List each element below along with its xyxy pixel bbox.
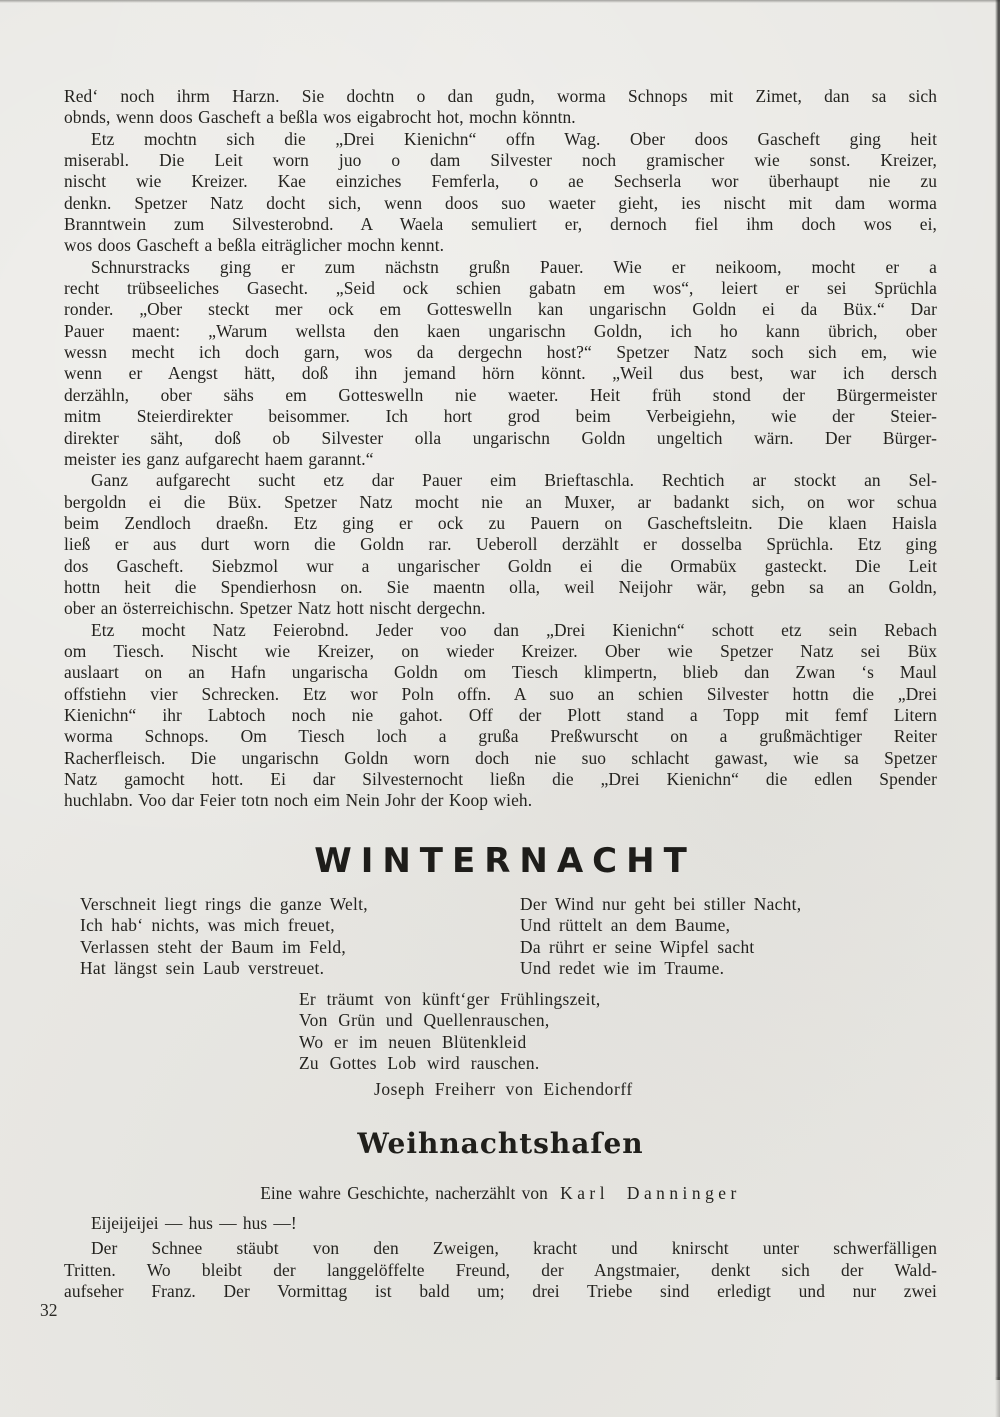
text-line: Hat längst sein Laub verstreuet. [80, 958, 325, 979]
text-line: ober an österreichischn. Spetzer Natz hott nischt dergechn. [64, 598, 486, 619]
text-line: direkter säht, doß ob Silvester olla ungarischn Goldn ungeltich wärn. Der Bürger- [64, 427, 937, 448]
text-line: offstiehn vier Schrecken. Etz wor Poln offn. A suo an schien Silvester hottn die „Drei [64, 683, 937, 704]
text-line: Und redet wie im Traume. [520, 958, 725, 979]
text-line: denkn. Spetzer Natz docht sich, wenn doos suo waeter gieht, ies nischt mit dam worma [64, 192, 937, 213]
text-line: auslaart on an Hafn ungarischa Goldn om Tiesch klimpertn, blieb dan Zwan ‘s Maul [64, 662, 937, 683]
poem-stanza-left [64, 894, 520, 980]
text-line: Und rüttelt an dem Baume, [520, 915, 731, 936]
text-line: mitm Steierdirekter beisommer. Ich hort grod beim Verbeigiehn, wie der Steier- [64, 406, 937, 427]
text-line: Branntwein zum Silvesterobnd. A Waela semuliert er, dernoch fiel ihm doch wos ei, [64, 214, 937, 235]
story2-author: Karl Danninger [560, 1183, 741, 1204]
story-paragraph [64, 86, 937, 129]
story-paragraph [64, 1238, 937, 1302]
text-line: nischt wie Kreizer. Kae einziches Femferla, o ae Sechserla wor überhaupt nie zu [64, 171, 937, 192]
poem-stanzas [64, 894, 937, 980]
text-line: Etz mochtn sich die „Drei Kienichn“ offn Wag. Ober doos Gascheft ging heit [91, 128, 937, 149]
text-line: beim Zendloch draeßn. Etz ging er ock zu Pauern on Gascheftsleitn. Die klaen Haisla [64, 512, 937, 533]
text-line: Tritten. Wo bleibt der langgelöffelte Freund, der Angstmaier, denkt sich der Wald- [64, 1259, 937, 1280]
scan-edge-shadow-right [995, 0, 1000, 1380]
scan-edge-shadow-top [0, 0, 1000, 3]
text-line: Zu Gottes Lob wird rauschen. [299, 1053, 540, 1074]
text-line: Schnurstracks ging er zum nächstn grußn Pauer. Wie er neikoom, mocht er a [91, 256, 937, 277]
text-line: recht trübseeliches Gasecht. „Seid ock schien gabatn em wos“, leiert er sei Sprüchla [64, 278, 937, 299]
text-line: bergoldn ei die Büx. Spetzer Natz mocht nie an Muxer, ar badankt sich, on wor schua [64, 491, 937, 512]
text-line: Da rührt er seine Wipfel sacht [520, 936, 755, 957]
text-line: Wo er im neuen Blütenkleid [299, 1031, 527, 1052]
text-line: Etz mocht Natz Feierobnd. Jeder voo dan „Drei Kienichn“ schott etz sein Rebach [91, 619, 937, 640]
text-line: Der Schnee stäubt von den Zweigen, kracht und knirscht unter schwerfälligen [91, 1238, 937, 1259]
text-line: wos doos Gascheft a beßla eiträglicher mochn kennt. [64, 235, 445, 256]
text-line: aufseher Franz. Der Vormittag ist bald um; drei Triebe sind erledigt und nur zwei [64, 1280, 937, 1301]
text-line: Ich hab‘ nichts, was mich freuet, [80, 915, 335, 936]
poem-title: WINTERNACHT [314, 840, 696, 881]
text-line: Pauer maent: „Warum wellsta den kaen ungarischn Goldn, ich ho kann übrich, ober [64, 320, 937, 341]
text-line: hottn heit die Spendierhosn on. Sie maentn olla, weil Neijohr wär, gebn sa an Goldn, [64, 576, 937, 597]
text-line: Verschneit liegt rings die ganze Welt, [80, 893, 368, 914]
page-content [64, 86, 937, 1302]
text-line: Der Wind nur geht bei stiller Nacht, [520, 893, 802, 914]
text-line: meister ies ganz aufgarecht haem garannt.“ [64, 448, 374, 469]
poem-stanza-center [64, 989, 937, 1075]
text-line: derzähln, ober sähs em Gotteswelln nie waeter. Heit früh stond der Bürgermeister [64, 384, 937, 405]
text-line: Racherfleisch. Die ungarischn Goldn worn doch nie suo schlacht gawast, wie sa Spetzer [64, 747, 937, 768]
text-line: Verlassen steht der Baum im Feld, [80, 936, 346, 957]
story2-exclamation: Eijeijeijei — hus — hus —! [91, 1212, 297, 1233]
text-line: om Tiesch. Nischt wie Kreizer, on wieder Kreizer. Ober wie Spetzer Natz sei Büx [64, 640, 937, 661]
story-paragraph [64, 470, 937, 619]
text-line: Red‘ noch ihrm Harzn. Sie dochtn o dan gudn, worma Schnops mit Zimet, dan sa sich [64, 86, 937, 106]
text-line: dos Gascheft. Siebzmol wur a ungarischer Goldn ei die Ormabüx gasteckt. Die Leit [64, 555, 937, 576]
story-paragraph [64, 129, 937, 257]
text-line: huchlabn. Voo dar Feier totn noch eim Nein Johr der Koop wieh. [64, 790, 533, 811]
story-paragraph [64, 620, 937, 812]
text-line: Kienichn“ ihr Labtoch noch nie gahot. Off der Plott stand a Topp mit femf Litern [64, 704, 937, 725]
text-line: Natz gamocht hott. Ei dar Silvesternocht ließn die „Drei Kienichn“ die edlen Spender [64, 769, 937, 789]
text-line: Von Grün und Quellenrauschen, [299, 1010, 550, 1031]
story2-subtitle [64, 1183, 937, 1205]
text-line: wenn er Aengst hätt, doß ihn jemand hörn könnt. „Weil dus best, war ich dersch [64, 363, 937, 384]
story-paragraph [64, 257, 937, 470]
story2-title: Weihnachtshaſen [357, 1127, 644, 1161]
text-line: ließ er aus durt worn die Goldn rar. Ueberoll derzählt er dosselba Sprüchla. Etz ging [64, 534, 937, 555]
text-line: wessn mecht ich doch garn, wos da dergechn host?“ Spetzer Natz soch sich em, wie [64, 342, 937, 363]
text-line: miserabl. Die Leit worn juo o dam Silvester noch gramischer wie sonst. Kreizer, [64, 150, 937, 171]
story2-subtitle-text: Eine wahre Geschichte, nacherzählt von [260, 1183, 548, 1204]
text-line: worma Schnops. Om Tiesch loch a grußa Preßwurscht on a grußmächtiger Reiter [64, 726, 937, 747]
poem-attribution: Joseph Freiherr von Eichendorff [374, 1078, 633, 1099]
text-line: Ganz aufgarecht sucht etz dar Pauer eim Brieftaschla. Rechtich ar stockt an Sel- [91, 470, 937, 491]
scan-edge-shadow-bottom [995, 1377, 1000, 1417]
poem-stanza-right [520, 894, 937, 980]
text-line: obnds, wenn doos Gascheft a beßla wos eigabrocht hot, mochn könntn. [64, 107, 576, 128]
text-line: Er träumt von künft‘ger Frühlingszeit, [299, 988, 601, 1009]
text-line: ronder. „Ober steckt mer ock em Gotteswelln kan ungarischn Goldn ei da Büx.“ Dar [64, 299, 937, 320]
page-number: 32 [40, 1300, 58, 1320]
